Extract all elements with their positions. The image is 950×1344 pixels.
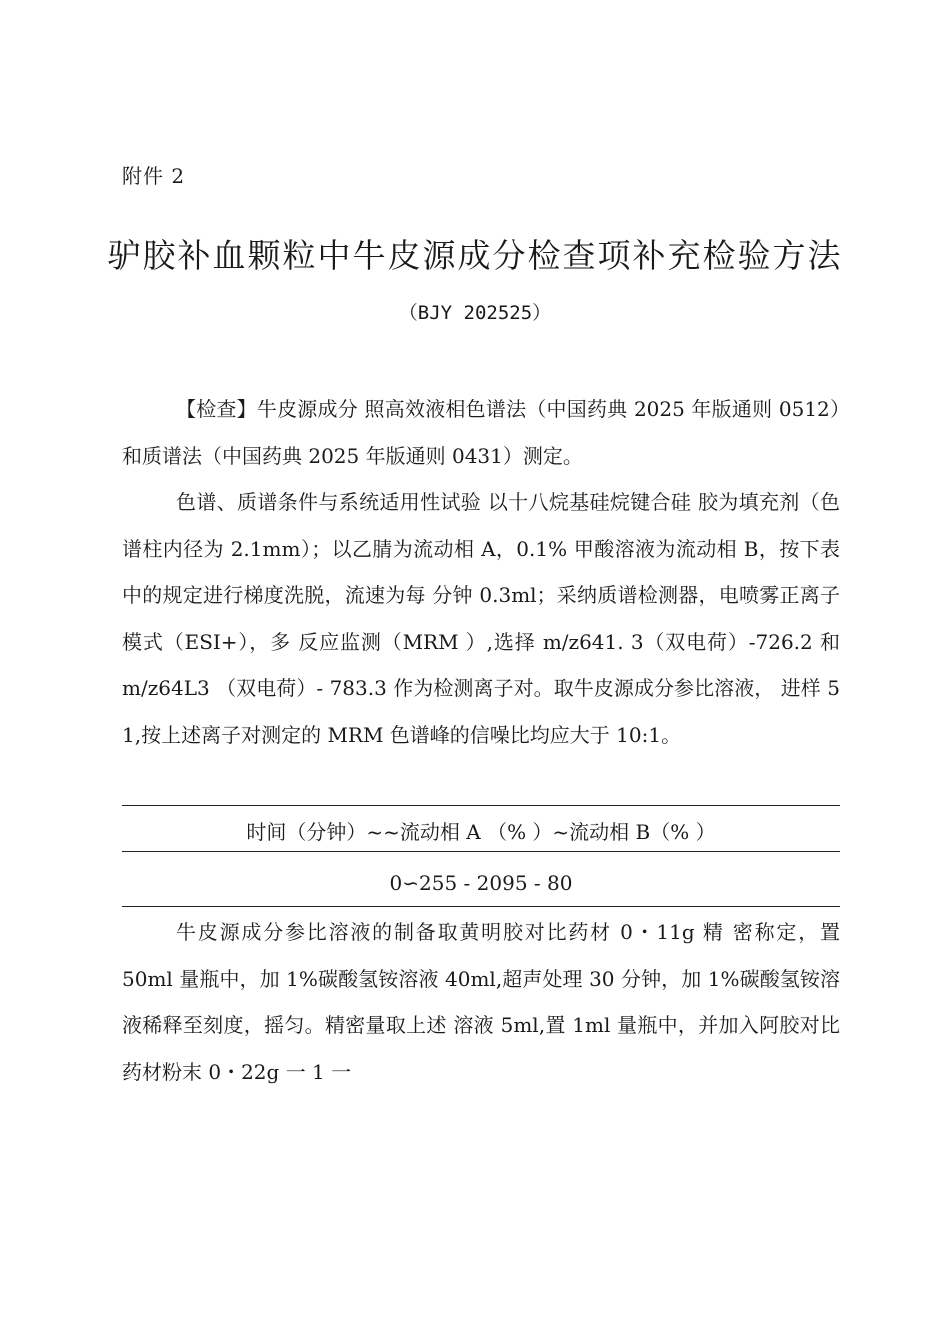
table-header: 时间（分钟）~~流动相 A （% ）~流动相 B（% ） <box>246 820 716 844</box>
paragraph-reference-solution: 牛皮源成分参比溶液的制备取黄明胶对比药材 0・11g 精 密称定，置 50ml 量瓶中，加 1%碳酸氢铵溶液 40ml,超声处理 30 分钟，加 1%碳酸氢铵溶液稀释至刻度，摇匀。精密量取上述 溶液 5ml,置 1ml 量瓶中，并加入阿胶对比药材粉末 0・22g 一 1 一 <box>122 920 840 1084</box>
method-code: （BJY 202525） <box>398 302 552 324</box>
table-header-rule <box>122 851 840 852</box>
table-bottom-rule <box>122 906 840 907</box>
paragraph-inspection: 【检查】牛皮源成分 照高效液相色谱法（中国药典 2025 年版通则 0512）和质谱法（中国药典 2025 年版通则 0431）测定。 <box>122 397 840 468</box>
table-row: 0∽255 - 2095 - 80 <box>389 871 573 895</box>
attachment-label: 附件 2 <box>122 164 186 188</box>
table-top-rule <box>122 805 840 806</box>
paragraph-conditions: 色谱、质谱条件与系统适用性试验 以十八烷基硅烷键合硅 胶为填充剂（色谱柱内径为 2.1mm）；以乙腈为流动相 A，0.1% 甲酸溶液为流动相 B，按下表中的规定进行梯度洗脱，流速为每 分钟 0.3ml；采纳质谱检测器，电喷雾正离子模式（ESI+），多 反应监测（MRM ）,选择 m/z641. 3（双电荷）-726.2 和 m/z64L3 （双电荷）- 783.3 作为检测离子对。取牛皮源成分参比溶液， 进样 5 1,按上述离子对测定的 MRM 色谱峰的信噪比均应大于 10:1。 <box>122 490 840 747</box>
document-title: 驴胶补血颗粒中牛皮源成分检查项补充检验方法 <box>107 236 843 275</box>
